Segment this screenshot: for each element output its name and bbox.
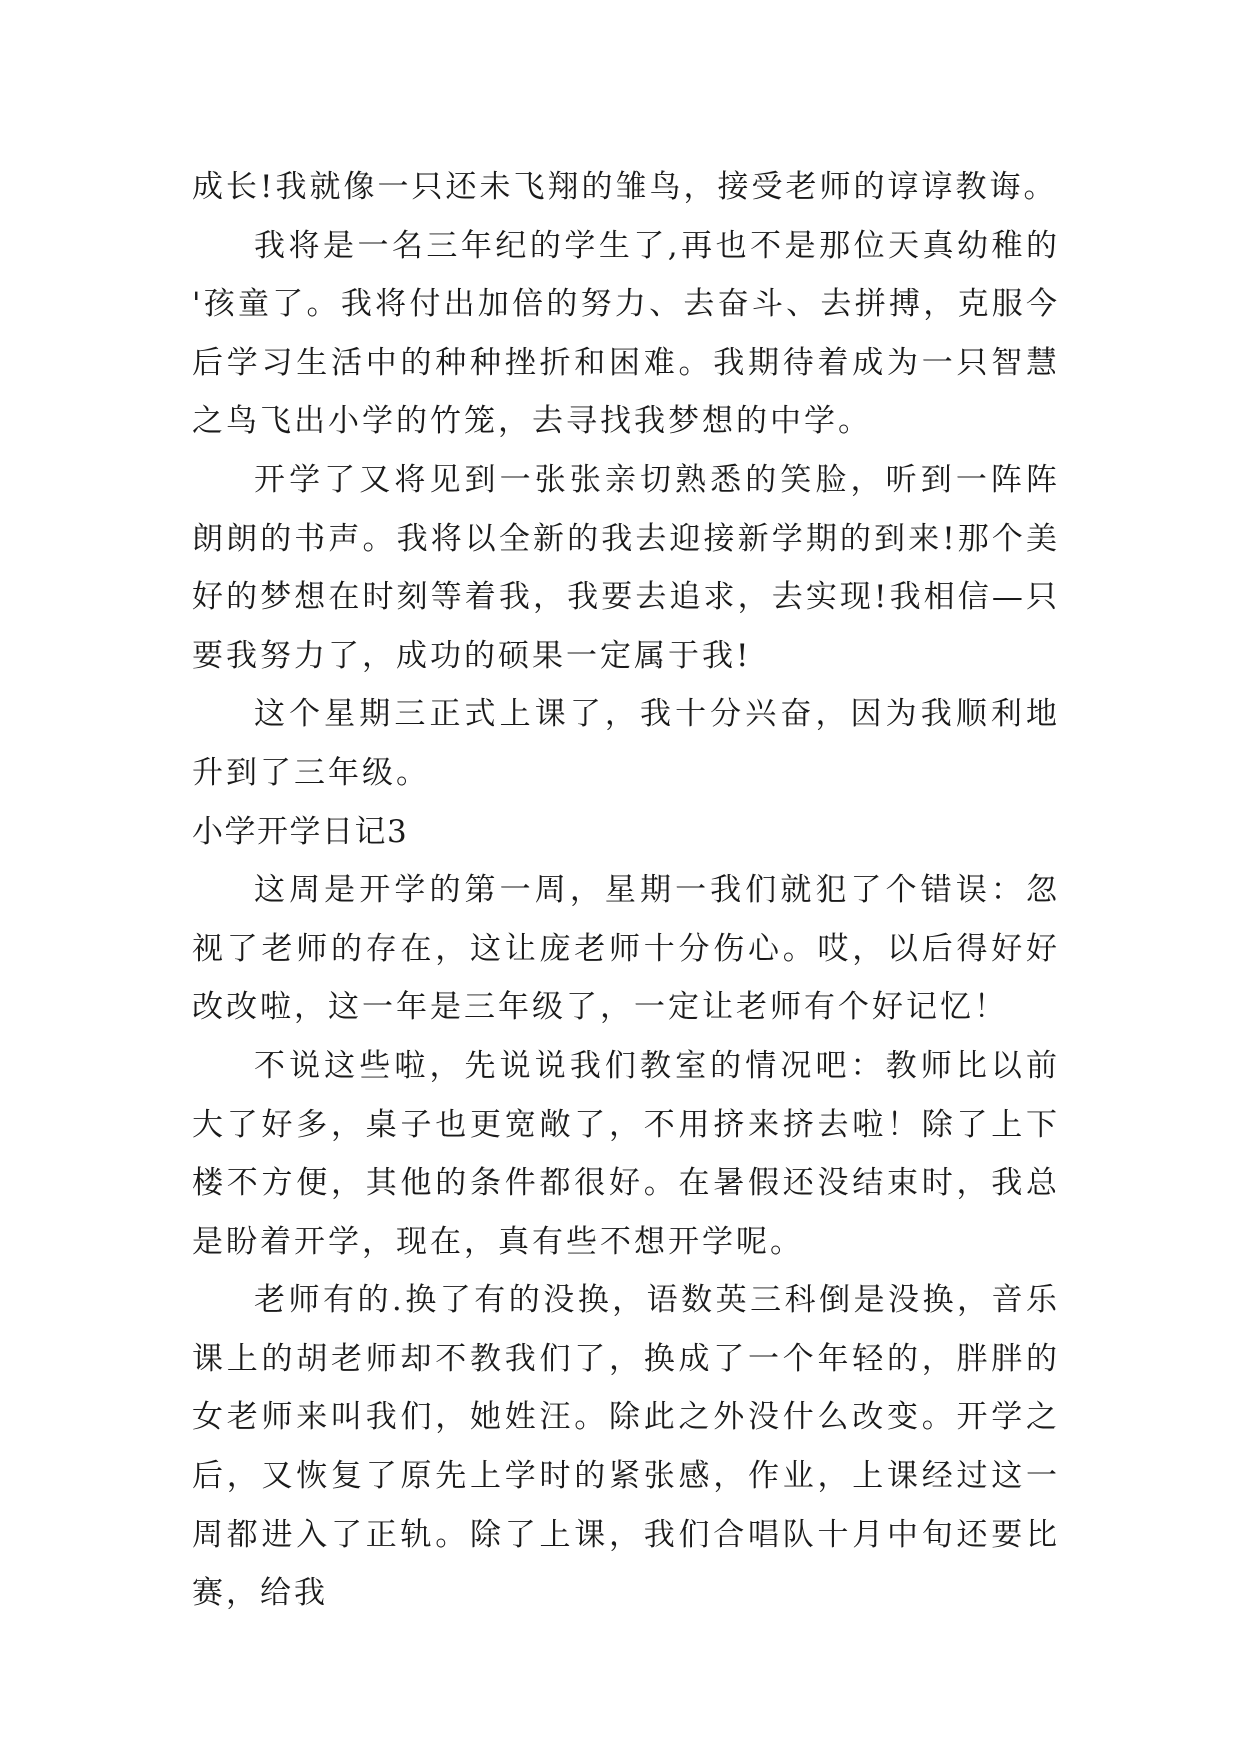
paragraph: 这周是开学的第一周，星期一我们就犯了个错误：忽视了老师的存在，这让庞老师十分伤心。哎，以后得好好改改啦，这一年是三年级了，一定让老师有个好记忆！ — [192, 872, 1060, 1026]
paragraph: 开学了又将见到一张张亲切熟悉的笑脸，听到一阵阵朗朗的书声。我将以全新的我去迎接新学期的到来!那个美好的梦想在时刻等着我，我要去追求，去实现!我相信—只要我努力了，成功的硕果一定属于我! — [192, 461, 1060, 674]
section-heading: 小学开学日记3 — [192, 813, 409, 850]
paragraph: 这个星期三正式上课了，我十分兴奋，因为我顺利地升到了三年级。 — [192, 696, 1060, 791]
paragraph: 老师有的.换了有的没换，语数英三科倒是没换，音乐课上的胡老师却不教我们了，换成了一个年轻的，胖胖的女老师来叫我们，她姓汪。除此之外没什么改变。开学之后，又恢复了原先上学时的紧张感，作业，上课经过这一周都进入了正轨。除了上课，我们合唱队十月中旬还要比赛，给我 — [192, 1282, 1060, 1612]
paragraph: 我将是一名三年纪的学生了,再也不是那位天真幼稚的'孩童了。我将付出加倍的努力、去奋斗、去拼搏，克服今后学习生活中的种种挫折和困难。我期待着成为一只智慧之鸟飞出小学的竹笼，去寻找我梦想的中学。 — [192, 227, 1060, 440]
document-body — [192, 158, 1060, 1623]
paragraph-continuation: 成长!我就像一只还未飞翔的雏鸟，接受老师的谆谆教诲。 — [192, 169, 1058, 205]
paragraph: 不说这些啦，先说说我们教室的情况吧：教师比以前大了好多，桌子也更宽敞了，不用挤来挤去啦！除了上下楼不方便，其他的条件都很好。在暑假还没结束时，我总是盼着开学，现在，真有些不想开学呢。 — [192, 1047, 1060, 1260]
